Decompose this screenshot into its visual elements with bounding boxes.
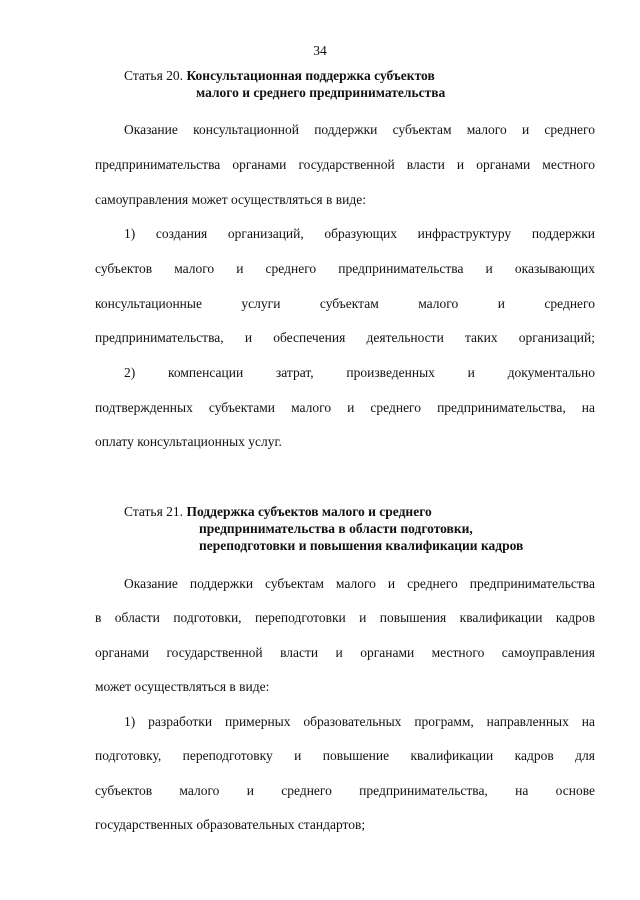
article-21-title-continued: переподготовки и повышения квалификации кадров — [199, 538, 524, 553]
paragraph-line: самоуправления может осуществляться в виде: — [95, 192, 366, 207]
article-21-title-continued: предпринимательства в области подготовки, — [199, 521, 473, 536]
article-21-heading — [124, 503, 523, 554]
article-21-number: Статья 21. — [124, 504, 184, 519]
paragraph-line: подтвержденных субъектами малого и среднего предпринимательства, на — [95, 400, 595, 415]
article-20-title-continued: малого и среднего предпринимательства — [196, 85, 446, 100]
paragraph-line: подготовку, переподготовку и повышение квалификации кадров для — [95, 748, 595, 763]
article-20-heading — [124, 67, 445, 101]
paragraph-line: субъектов малого и среднего предпринимательства, на основе — [95, 783, 595, 798]
paragraph-line: Оказание поддержки субъектам малого и среднего предпринимательства — [124, 576, 595, 591]
paragraph-line: 1) разработки примерных образовательных программ, направленных на — [124, 714, 595, 729]
paragraph-line: предпринимательства, и обеспечения деятельности таких организаций; — [95, 330, 595, 345]
article-20-number: Статья 20. — [124, 68, 184, 83]
paragraph-line: органами государственной власти и органами местного самоуправления — [95, 645, 595, 660]
paragraph-line: 1) создания организаций, образующих инфраструктуру поддержки — [124, 226, 595, 241]
paragraph-line: 2) компенсации затрат, произведенных и документально — [124, 365, 595, 380]
paragraph-line: оплату консультационных услуг. — [95, 434, 282, 449]
paragraph-line: консультационные услуги субъектам малого и среднего — [95, 296, 595, 311]
page-number: 34 — [313, 43, 327, 58]
paragraph-line: может осуществляться в виде: — [95, 679, 270, 694]
paragraph-line: в области подготовки, переподготовки и повышения квалификации кадров — [95, 610, 595, 625]
article-20-title: Консультационная поддержка субъектов — [186, 68, 435, 83]
paragraph-line: государственных образовательных стандартов; — [95, 817, 366, 832]
article-21-title: Поддержка субъектов малого и среднего — [186, 504, 432, 519]
paragraph-line: субъектов малого и среднего предпринимательства и оказывающих — [95, 261, 595, 276]
paragraph-line: Оказание консультационной поддержки субъектам малого и среднего — [124, 122, 595, 137]
paragraph-line: предпринимательства органами государственной власти и органами местного — [95, 157, 595, 172]
